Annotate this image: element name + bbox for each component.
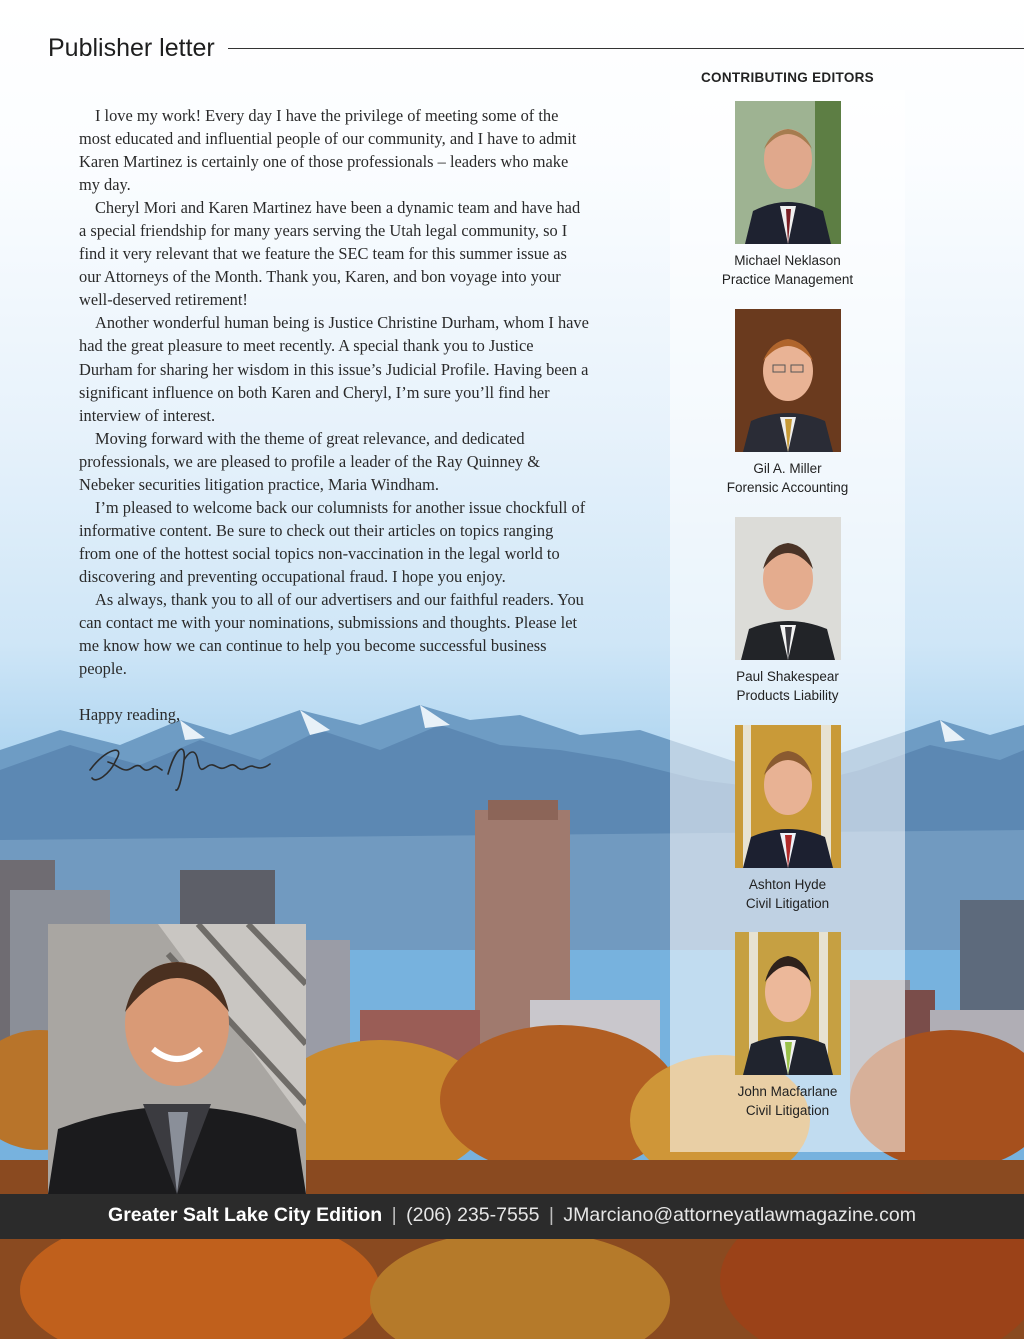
email-link[interactable]: JMarciano@attorneyatlawmagazine.com bbox=[563, 1204, 916, 1226]
letter-paragraph: Moving forward with the theme of great relevance, and dedicated professionals, we are pleased to profile a leader of the Ray Quinney & Nebeker securities litigation practice, Maria Windham. bbox=[79, 428, 541, 494]
editor-caption bbox=[670, 876, 905, 913]
editor-name: John Macfarlane bbox=[737, 1084, 838, 1099]
editor-photo bbox=[735, 517, 841, 660]
editors-heading: CONTRIBUTING EDITORS bbox=[700, 70, 874, 85]
separator: | bbox=[548, 1204, 554, 1226]
editor-photo bbox=[735, 101, 841, 244]
editor-caption bbox=[670, 252, 905, 289]
header-rule bbox=[228, 48, 1024, 49]
editor-name: Gil A. Miller bbox=[753, 461, 822, 476]
editor-photo bbox=[735, 932, 841, 1075]
letter-paragraph: I’m pleased to welcome back our columnists for another issue chockfull of informative content. Be sure to check out their articles on topics ranging from one of the hottest social topics non-vaccination in the legal world to discovering and preventing occupational fraud. I hope you enjoy. bbox=[79, 497, 586, 586]
letter-paragraph: Cheryl Mori and Karen Martinez have been a dynamic team and have had a special friendship for many years serving the Utah legal community, so I find it very relevant that we feature the SEC team for this summer issue as our Attorneys of the Month. Thank you, Karen, and bon voyage into your well-deserved retirement! bbox=[79, 198, 581, 310]
phone-number: (206) 235-7555 bbox=[406, 1204, 540, 1226]
editor-role: Practice Management bbox=[721, 271, 854, 287]
section-title: Publisher letter bbox=[48, 34, 215, 62]
editor-name: Michael Neklason bbox=[734, 253, 841, 268]
editor-caption bbox=[670, 460, 905, 497]
letter-paragraph: As always, thank you to all of our advertisers and our faithful readers. You can contact me with your nominations, submissions and thoughts. Please let me know how we can continue to help you become successful business people. bbox=[79, 589, 584, 679]
editor-role: Products Liability bbox=[736, 687, 839, 703]
editor-name: Paul Shakespear bbox=[736, 669, 839, 684]
editor-caption bbox=[670, 668, 905, 705]
editor-name: Ashton Hyde bbox=[748, 877, 827, 892]
editor-photo bbox=[735, 309, 841, 452]
letter-paragraph: Another wonderful human being is Justice Christine Durham, whom I have had the great pleasure to meet recently. A special thank you to Justice Durham for sharing her wisdom in this issue’s Judicial Profile. Having been a significant influence on both Karen and Cheryl, I’m sure you’ll find her interview of interest. bbox=[79, 313, 589, 425]
editor-caption bbox=[670, 1083, 905, 1120]
editor-role: Civil Litigation bbox=[745, 1102, 830, 1118]
signature-image bbox=[86, 740, 286, 796]
letter-paragraph: I love my work! Every day I have the privilege of meeting some of the most educated and influential people of our community, and I have to admit Karen Martinez is certainly one of those professionals – leaders who make my day. bbox=[79, 106, 577, 195]
editor-role: Forensic Accounting bbox=[726, 479, 849, 495]
editor-role: Civil Litigation bbox=[745, 895, 830, 911]
letter-body bbox=[79, 104, 589, 680]
letter-closing: Happy reading, bbox=[79, 705, 181, 724]
editor-photo bbox=[735, 725, 841, 868]
publisher-photo bbox=[48, 924, 306, 1194]
separator: | bbox=[391, 1204, 397, 1226]
footer-contact bbox=[0, 1204, 1024, 1227]
edition-name: Greater Salt Lake City Edition bbox=[108, 1204, 383, 1226]
